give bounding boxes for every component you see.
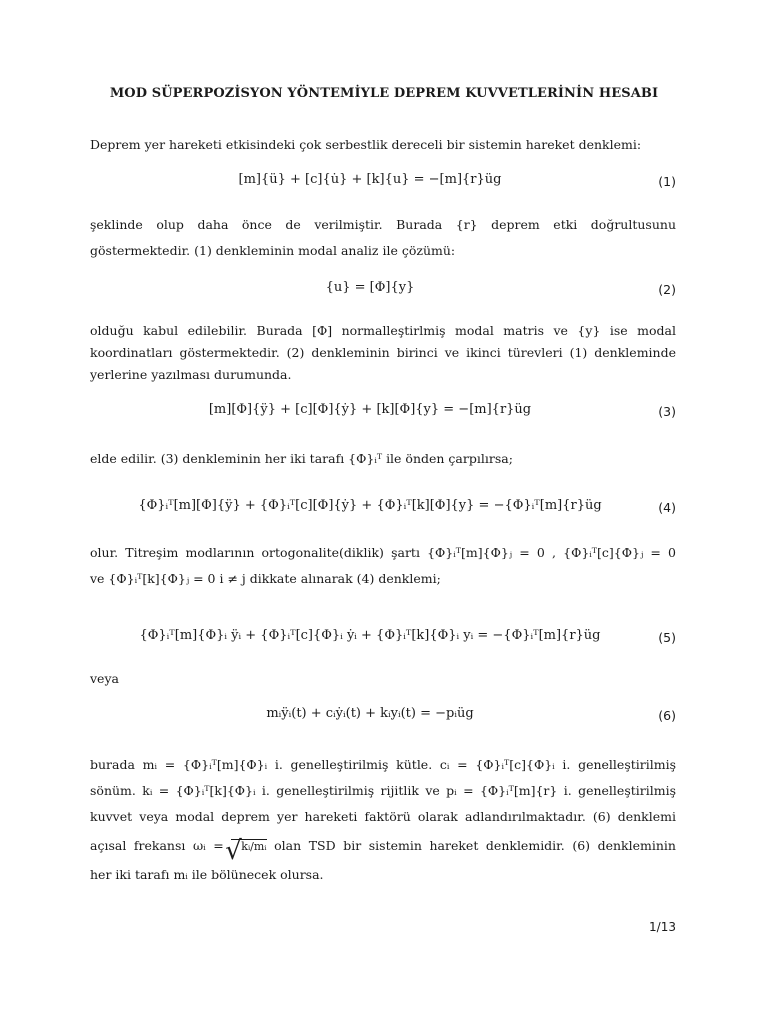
paragraph-5 bbox=[90, 540, 676, 592]
paragraph-2-line-1: şeklinde olup daha önce de verilmiştir. Burada {r} deprem etki doğrultusunu bbox=[90, 217, 676, 232]
paragraph-7-line-1: burada mᵢ = {Φ}ᵢᵀ[m]{Φ}ᵢ i. genelleştirilmiş kütle. cᵢ = {Φ}ᵢᵀ[c]{Φ}ᵢ i. genelleştirilmiş bbox=[90, 757, 676, 772]
equation-5 bbox=[90, 628, 676, 656]
paragraph-4: elde edilir. (3) denkleminin her iki tarafı {Φ}ᵢᵀ ile önden çarpılırsa; bbox=[90, 451, 513, 466]
paragraph-7-line-4-rest: olan TSD bir sistemin hareket denklemidir. (6) denkleminin bbox=[274, 838, 676, 853]
paragraph-7-line-3: kuvvet veya modal deprem yer hareketi faktörü olarak adlandırılmaktadır. (6) denklemi bbox=[90, 809, 676, 824]
equation-1-number: (1) bbox=[658, 174, 676, 189]
equation-4-body: {Φ}ᵢᵀ[m][Φ]{ÿ} + {Φ}ᵢᵀ[c][Φ]{ẏ} + {Φ}ᵢᵀ[k][Φ]{y} = −{Φ}ᵢᵀ[m]{r}üg bbox=[138, 498, 602, 513]
paragraph-2 bbox=[90, 212, 676, 264]
paragraph-3-line-1: olduğu kabul edilebilir. Burada [Φ] normalleştirlmiş modal matris ve {y} ise modal bbox=[90, 323, 676, 338]
sqrt-k-over-m: √ kᵢ/mᵢ bbox=[231, 839, 266, 853]
omega-definition: açısal frekansı ωᵢ = bbox=[90, 838, 224, 853]
equation-3-number: (3) bbox=[658, 404, 676, 419]
paragraph-5-line-2: ve {Φ}ᵢᵀ[k]{Φ}ⱼ = 0 i ≠ j dikkate alınarak (4) denklemi; bbox=[90, 571, 441, 586]
equation-1 bbox=[90, 172, 676, 200]
equation-6-number: (6) bbox=[658, 708, 676, 723]
equation-6-body: mᵢÿᵢ(t) + cᵢẏᵢ(t) + kᵢyᵢ(t) = −pᵢüg bbox=[266, 706, 474, 721]
page-number: 1/13 bbox=[649, 920, 676, 934]
equation-3-body: [m][Φ]{ÿ} + [c][Φ]{ẏ} + [k][Φ]{y} = −[m]{r}üg bbox=[208, 402, 532, 417]
equation-4 bbox=[90, 498, 676, 526]
paragraph-intro: Deprem yer hareketi etkisindeki çok serbestlik dereceli bir sistemin hareket denklemi: bbox=[90, 137, 642, 152]
paragraph-5-line-1: olur. Titreşim modlarının ortogonalite(diklik) şartı {Φ}ᵢᵀ[m]{Φ}ⱼ = 0 , {Φ}ᵢᵀ[c]{Φ}ⱼ = 0 bbox=[90, 545, 676, 560]
paragraph-7-line-2: sönüm. kᵢ = {Φ}ᵢᵀ[k]{Φ}ᵢ i. genelleştirilmiş rijitlik ve pᵢ = {Φ}ᵢᵀ[m]{r} i. genelleştirilmiş bbox=[90, 783, 676, 798]
paragraph-3 bbox=[90, 320, 676, 386]
paragraph-3-line-2: koordinatları göstermektedir. (2) denkleminin birinci ve ikinci türevleri (1) denkleminde bbox=[90, 345, 676, 360]
equation-5-body: {Φ}ᵢᵀ[m]{Φ}ᵢ ÿᵢ + {Φ}ᵢᵀ[c]{Φ}ᵢ ẏᵢ + {Φ}ᵢᵀ[k]{Φ}ᵢ yᵢ = −{Φ}ᵢᵀ[m]{r}üg bbox=[139, 628, 601, 643]
document-title: MOD SÜPERPOZİSYON YÖNTEMİYLE DEPREM KUVVETLERİNİN HESABI bbox=[109, 86, 659, 101]
paragraph-7 bbox=[90, 752, 676, 888]
equation-5-number: (5) bbox=[658, 630, 676, 645]
paragraph-2-line-2: göstermektedir. (1) denkleminin modal analiz ile çözümü: bbox=[90, 243, 456, 258]
equation-2-body: {u} = [Φ]{y} bbox=[325, 280, 415, 295]
equation-3 bbox=[90, 402, 676, 430]
paragraph-7-line-4 bbox=[90, 830, 676, 862]
paragraph-3-line-3: yerlerine yazılması durumunda. bbox=[90, 367, 292, 382]
equation-2-number: (2) bbox=[658, 282, 676, 297]
paragraph-6: veya bbox=[90, 671, 119, 686]
equation-4-number: (4) bbox=[658, 500, 676, 515]
equation-6 bbox=[90, 706, 676, 734]
paragraph-7-line-5: her iki tarafı mᵢ ile bölünecek olursa. bbox=[90, 867, 324, 882]
equation-2 bbox=[90, 280, 676, 308]
equation-1-body: [m]{ü} + [c]{u̇} + [k]{u} = −[m]{r}üg bbox=[238, 172, 502, 187]
